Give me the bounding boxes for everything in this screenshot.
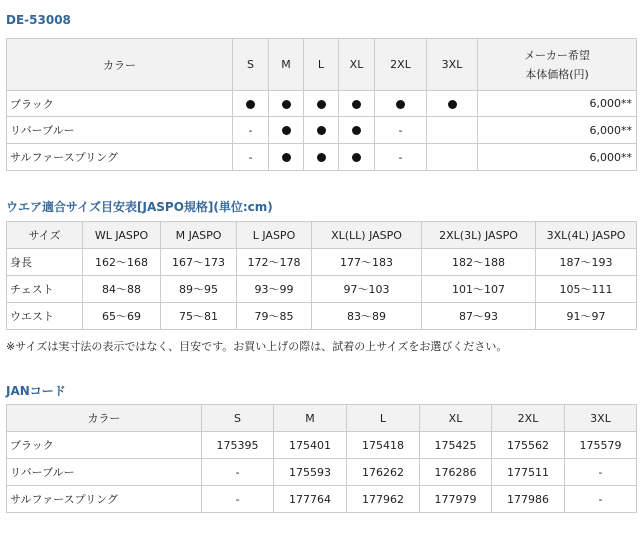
measure-value: 187～193 bbox=[536, 249, 637, 276]
jan-code: 175562 bbox=[492, 432, 565, 459]
color-name: リバーブルー bbox=[7, 459, 202, 486]
jan-code: 175418 bbox=[347, 432, 420, 459]
jan-code-table bbox=[6, 404, 637, 513]
size-chart-heading: ウエア適合サイズ目安表[JASPO規格](単位:cm) bbox=[6, 200, 273, 214]
table-row bbox=[7, 91, 637, 117]
jan-code: 177764 bbox=[274, 486, 347, 513]
table-row bbox=[7, 249, 637, 276]
available-dot-icon bbox=[352, 100, 361, 109]
color-name: サルファースプリング bbox=[7, 144, 233, 171]
measure-value: 87～93 bbox=[422, 303, 536, 330]
availability-cell bbox=[339, 144, 375, 171]
size-header-3xl: 3XL bbox=[427, 39, 478, 91]
price-header-line1: メーカー希望 bbox=[524, 48, 590, 62]
color-name: サルファースプリング bbox=[7, 486, 202, 513]
price-header-line2: 本体価格(円) bbox=[525, 67, 589, 81]
availability-cell: - bbox=[375, 117, 427, 144]
availability-cell: - bbox=[233, 144, 269, 171]
available-dot-icon bbox=[246, 100, 255, 109]
table-row bbox=[7, 486, 637, 513]
available-dot-icon bbox=[352, 126, 361, 135]
measure-value: 84～88 bbox=[83, 276, 161, 303]
measure-value: 167～173 bbox=[161, 249, 237, 276]
jan-column-header: XL bbox=[420, 405, 492, 432]
size-chart-header-row bbox=[7, 222, 637, 249]
measure-value: 83～89 bbox=[312, 303, 422, 330]
available-dot-icon bbox=[317, 126, 326, 135]
jan-code: - bbox=[202, 486, 274, 513]
color-name: リバーブルー bbox=[7, 117, 233, 144]
price-value: 6,000** bbox=[478, 117, 637, 144]
color-name: ブラック bbox=[7, 432, 202, 459]
size-note: ※サイズは実寸法の表示ではなく、目安です。お買い上げの際は、試着の上サイズをお選びください。 bbox=[6, 340, 508, 353]
measure-value: 101～107 bbox=[422, 276, 536, 303]
availability-price-table bbox=[6, 38, 637, 171]
availability-cell bbox=[427, 144, 478, 171]
size-column-header: 3XL(4L) JASPO bbox=[536, 222, 637, 249]
size-header-2xl: 2XL bbox=[375, 39, 427, 91]
size-chart-table bbox=[6, 221, 637, 330]
jan-column-header: M bbox=[274, 405, 347, 432]
available-dot-icon bbox=[352, 153, 361, 162]
table-row bbox=[7, 303, 637, 330]
size-column-header: サイズ bbox=[7, 222, 83, 249]
jan-code: 177511 bbox=[492, 459, 565, 486]
measure-value: 172～178 bbox=[237, 249, 312, 276]
jan-code: 177979 bbox=[420, 486, 492, 513]
jan-code: 175579 bbox=[565, 432, 637, 459]
measure-value: 182～188 bbox=[422, 249, 536, 276]
availability-header-row bbox=[7, 39, 637, 91]
jan-code: - bbox=[565, 486, 637, 513]
measure-value: 79～85 bbox=[237, 303, 312, 330]
measure-label: ウエスト bbox=[7, 303, 83, 330]
availability-cell bbox=[304, 91, 339, 117]
measure-value: 89～95 bbox=[161, 276, 237, 303]
availability-cell bbox=[233, 91, 269, 117]
jan-column-header: 3XL bbox=[565, 405, 637, 432]
available-dot-icon bbox=[317, 100, 326, 109]
measure-label: 身長 bbox=[7, 249, 83, 276]
availability-cell bbox=[339, 117, 375, 144]
jan-code: 175401 bbox=[274, 432, 347, 459]
price-header bbox=[478, 39, 637, 91]
measure-value: 75～81 bbox=[161, 303, 237, 330]
available-dot-icon bbox=[282, 153, 291, 162]
table-row bbox=[7, 117, 637, 144]
availability-cell: - bbox=[375, 144, 427, 171]
jan-column-header: カラー bbox=[7, 405, 202, 432]
size-column-header: 2XL(3L) JASPO bbox=[422, 222, 536, 249]
available-dot-icon bbox=[396, 100, 405, 109]
measure-label: チェスト bbox=[7, 276, 83, 303]
availability-cell bbox=[427, 117, 478, 144]
jan-code: 175593 bbox=[274, 459, 347, 486]
availability-cell bbox=[269, 91, 304, 117]
measure-value: 91～97 bbox=[536, 303, 637, 330]
measure-value: 162～168 bbox=[83, 249, 161, 276]
availability-cell bbox=[427, 91, 478, 117]
table-row bbox=[7, 432, 637, 459]
jan-code: 176262 bbox=[347, 459, 420, 486]
table-row bbox=[7, 276, 637, 303]
available-dot-icon bbox=[282, 100, 291, 109]
jan-code: - bbox=[202, 459, 274, 486]
jan-code: - bbox=[565, 459, 637, 486]
size-header-s: S bbox=[233, 39, 269, 91]
availability-cell bbox=[304, 117, 339, 144]
measure-value: 97～103 bbox=[312, 276, 422, 303]
availability-cell: - bbox=[233, 117, 269, 144]
jan-heading: JANコード bbox=[6, 384, 66, 398]
jan-code: 175395 bbox=[202, 432, 274, 459]
table-row bbox=[7, 459, 637, 486]
availability-cell bbox=[304, 144, 339, 171]
measure-value: 65～69 bbox=[83, 303, 161, 330]
size-column-header: L JASPO bbox=[237, 222, 312, 249]
availability-cell bbox=[339, 91, 375, 117]
price-value: 6,000** bbox=[478, 91, 637, 117]
color-header: カラー bbox=[7, 39, 233, 91]
jan-column-header: 2XL bbox=[492, 405, 565, 432]
jan-header-row bbox=[7, 405, 637, 432]
size-header-xl: XL bbox=[339, 39, 375, 91]
size-column-header: M JASPO bbox=[161, 222, 237, 249]
available-dot-icon bbox=[448, 100, 457, 109]
measure-value: 177～183 bbox=[312, 249, 422, 276]
table-row bbox=[7, 144, 637, 171]
measure-value: 105～111 bbox=[536, 276, 637, 303]
jan-code: 177986 bbox=[492, 486, 565, 513]
jan-code: 176286 bbox=[420, 459, 492, 486]
price-value: 6,000** bbox=[478, 144, 637, 171]
product-code-heading: DE-53008 bbox=[6, 13, 71, 27]
available-dot-icon bbox=[282, 126, 291, 135]
availability-cell bbox=[375, 91, 427, 117]
jan-column-header: L bbox=[347, 405, 420, 432]
size-column-header: XL(LL) JASPO bbox=[312, 222, 422, 249]
color-name: ブラック bbox=[7, 91, 233, 117]
availability-cell bbox=[269, 144, 304, 171]
jan-code: 175425 bbox=[420, 432, 492, 459]
jan-code: 177962 bbox=[347, 486, 420, 513]
size-header-m: M bbox=[269, 39, 304, 91]
available-dot-icon bbox=[317, 153, 326, 162]
jan-column-header: S bbox=[202, 405, 274, 432]
measure-value: 93～99 bbox=[237, 276, 312, 303]
size-header-l: L bbox=[304, 39, 339, 91]
size-column-header: WL JASPO bbox=[83, 222, 161, 249]
availability-cell bbox=[269, 117, 304, 144]
